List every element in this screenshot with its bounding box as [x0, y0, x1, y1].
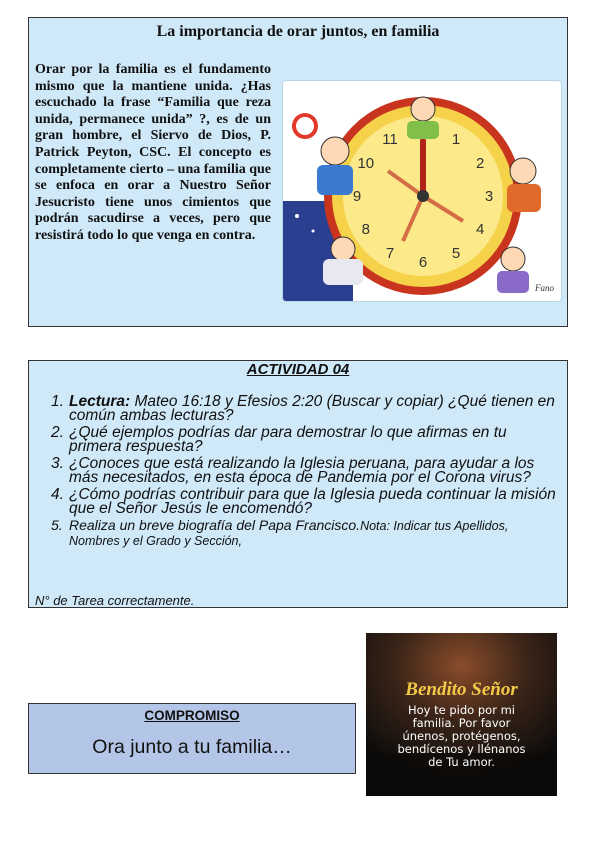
activity-item-5: 5. Realiza un breve biografía del Papa Francisco.Nota: Indicar tus Apellidos, Nombres y el Grado y Sección,	[51, 517, 509, 548]
clock-numeral: 4	[476, 221, 485, 238]
clock-numeral: 2	[476, 155, 485, 172]
compromiso-box	[28, 703, 356, 774]
clock-numeral: 11	[382, 130, 398, 148]
clock-drawing	[283, 81, 561, 301]
card-line-5: de Tu amor.	[428, 755, 495, 769]
clock-numeral: 9	[352, 188, 362, 205]
clock-numeral: 3	[484, 188, 494, 205]
activity-item-3: 3. ¿Conoces que está realizando la Iglesia peruana, para ayudar a los más necesitados, en esta época de Pandemia por el Corona virus?	[51, 455, 535, 486]
activity-tail: N° de Tarea correctamente.	[35, 593, 195, 608]
activity-item-1: 1. Lectura: Mateo 16:18 y Efesios 2:20 (Buscar y copiar) ¿Qué tienen en común ambas lecturas?	[51, 393, 555, 424]
card-line-1: Hoy te pido por mi	[408, 703, 515, 717]
intro-paragraph: Orar por la familia es el fundamento mismo que la mantiene unida. ¿Has escuchado la frase “Familia que reza unida, permanece unida” ?, es de un gran hombre, el Siervo de Dios, P. Patrick Peyton, CSC. El concepto es completamente cierto – una familia que se enfoca en orar a Nuestro Señor Jesucristo tiene unos cimientos que podrán sacudirse a veces, pero que resistirá todo lo que venga en contra.	[35, 62, 272, 243]
signature: Fano	[535, 283, 554, 293]
activity-item-2: 2. ¿Qué ejemplos podrías dar para demostrar lo que afirmas en tu primera respuesta?	[51, 424, 507, 455]
clock-numeral: 8	[361, 221, 370, 238]
activity-section	[28, 360, 568, 608]
clock-numeral: 10	[357, 155, 375, 172]
clock-numeral: 5	[451, 245, 461, 263]
family-clock-illustration	[282, 80, 562, 302]
activity-item-4: 4. ¿Cómo podrías contribuir para que la Iglesia pueda continuar la misión que el Señor Jesús le encomendó?	[51, 486, 556, 517]
clock-numeral: 1	[451, 130, 461, 148]
clock-numeral: 6	[418, 254, 428, 271]
family-prayer-section	[28, 17, 568, 327]
section-title: La importancia de orar juntos, en familia	[156, 23, 440, 40]
activity-list	[51, 395, 556, 552]
compromiso-text: Ora junto a tu familia…	[92, 736, 292, 758]
card-line-2: familia. Por favor	[412, 716, 511, 730]
prayer-card	[366, 633, 557, 796]
card-title: Bendito Señor	[405, 679, 518, 700]
card-line-3: únenos, protégenos,	[402, 729, 521, 743]
card-line-4: bendícenos y llénanos	[397, 742, 526, 756]
compromiso-title: COMPROMISO	[144, 708, 240, 723]
clock-numeral: 7	[385, 245, 395, 263]
activity-heading: ACTIVIDAD 04	[246, 361, 350, 378]
